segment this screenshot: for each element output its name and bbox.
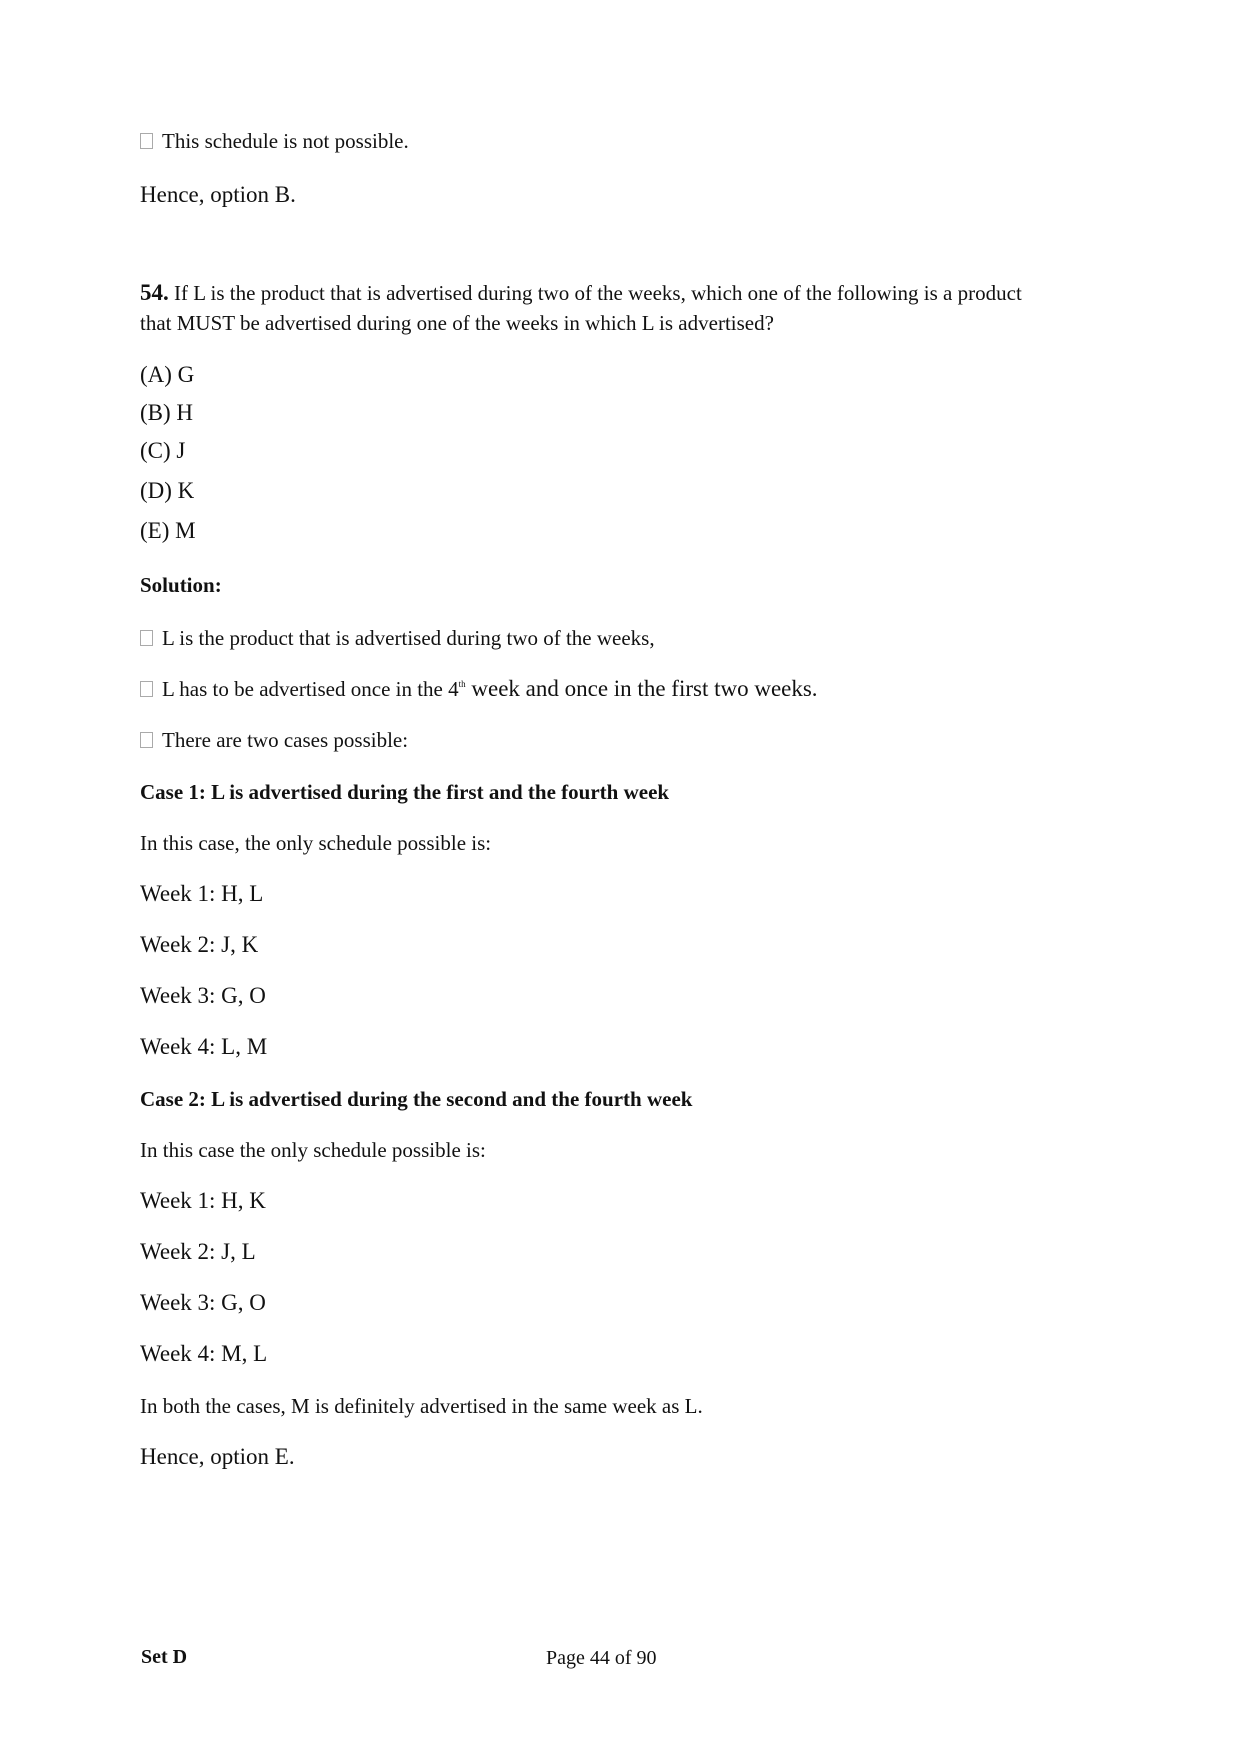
option-a: (A) G bbox=[140, 362, 195, 387]
bullet-box-icon bbox=[140, 630, 153, 646]
question-line-2: that MUST be advertised during one of the weeks in which L is advertised? bbox=[140, 311, 774, 335]
question-line-1: 54. If L is the product that is advertised during two of the weeks, which one of the following is a product bbox=[140, 280, 1022, 305]
previous-bullet: This schedule is not possible. bbox=[140, 129, 409, 154]
footer-page-number: Page 44 of 90 bbox=[546, 1647, 657, 1669]
previous-answer: Hence, option B. bbox=[140, 182, 296, 207]
case-2-week-1: Week 1: H, K bbox=[140, 1188, 266, 1213]
case-1-week-2: Week 2: J, K bbox=[140, 932, 259, 957]
case-1-week-1: Week 1: H, L bbox=[140, 881, 264, 906]
bullet-box-icon bbox=[140, 133, 153, 149]
case-1-week-3: Week 3: G, O bbox=[140, 983, 266, 1008]
solution-bullet-2: L has to be advertised once in the 4th week and once in the first two weeks. bbox=[140, 676, 818, 702]
case-2-heading: Case 2: L is advertised during the second and the fourth week bbox=[140, 1087, 693, 1111]
case-2-week-4: Week 4: M, L bbox=[140, 1341, 268, 1366]
solution-heading: Solution: bbox=[140, 573, 222, 597]
case-1-intro: In this case, the only schedule possible is: bbox=[140, 831, 492, 855]
final-answer: Hence, option E. bbox=[140, 1444, 295, 1469]
case-1-heading: Case 1: L is advertised during the first and the fourth week bbox=[140, 780, 670, 804]
solution-bullet-3: There are two cases possible: bbox=[140, 728, 408, 753]
case-2-intro: In this case the only schedule possible is: bbox=[140, 1138, 486, 1162]
bullet-box-icon bbox=[140, 732, 153, 748]
option-c: (C) J bbox=[140, 438, 186, 463]
case-2-week-2: Week 2: J, L bbox=[140, 1239, 256, 1264]
question-number: 54. bbox=[140, 280, 169, 305]
option-b: (B) H bbox=[140, 400, 194, 425]
option-e: (E) M bbox=[140, 518, 196, 543]
option-d: (D) K bbox=[140, 478, 195, 503]
footer-set-label: Set D bbox=[141, 1646, 188, 1668]
solution-bullet-1: L is the product that is advertised during two of the weeks, bbox=[140, 626, 655, 651]
bullet-box-icon bbox=[140, 681, 153, 697]
conclusion: In both the cases, M is definitely advertised in the same week as L. bbox=[140, 1394, 703, 1418]
case-1-week-4: Week 4: L, M bbox=[140, 1034, 268, 1059]
case-2-week-3: Week 3: G, O bbox=[140, 1290, 266, 1315]
